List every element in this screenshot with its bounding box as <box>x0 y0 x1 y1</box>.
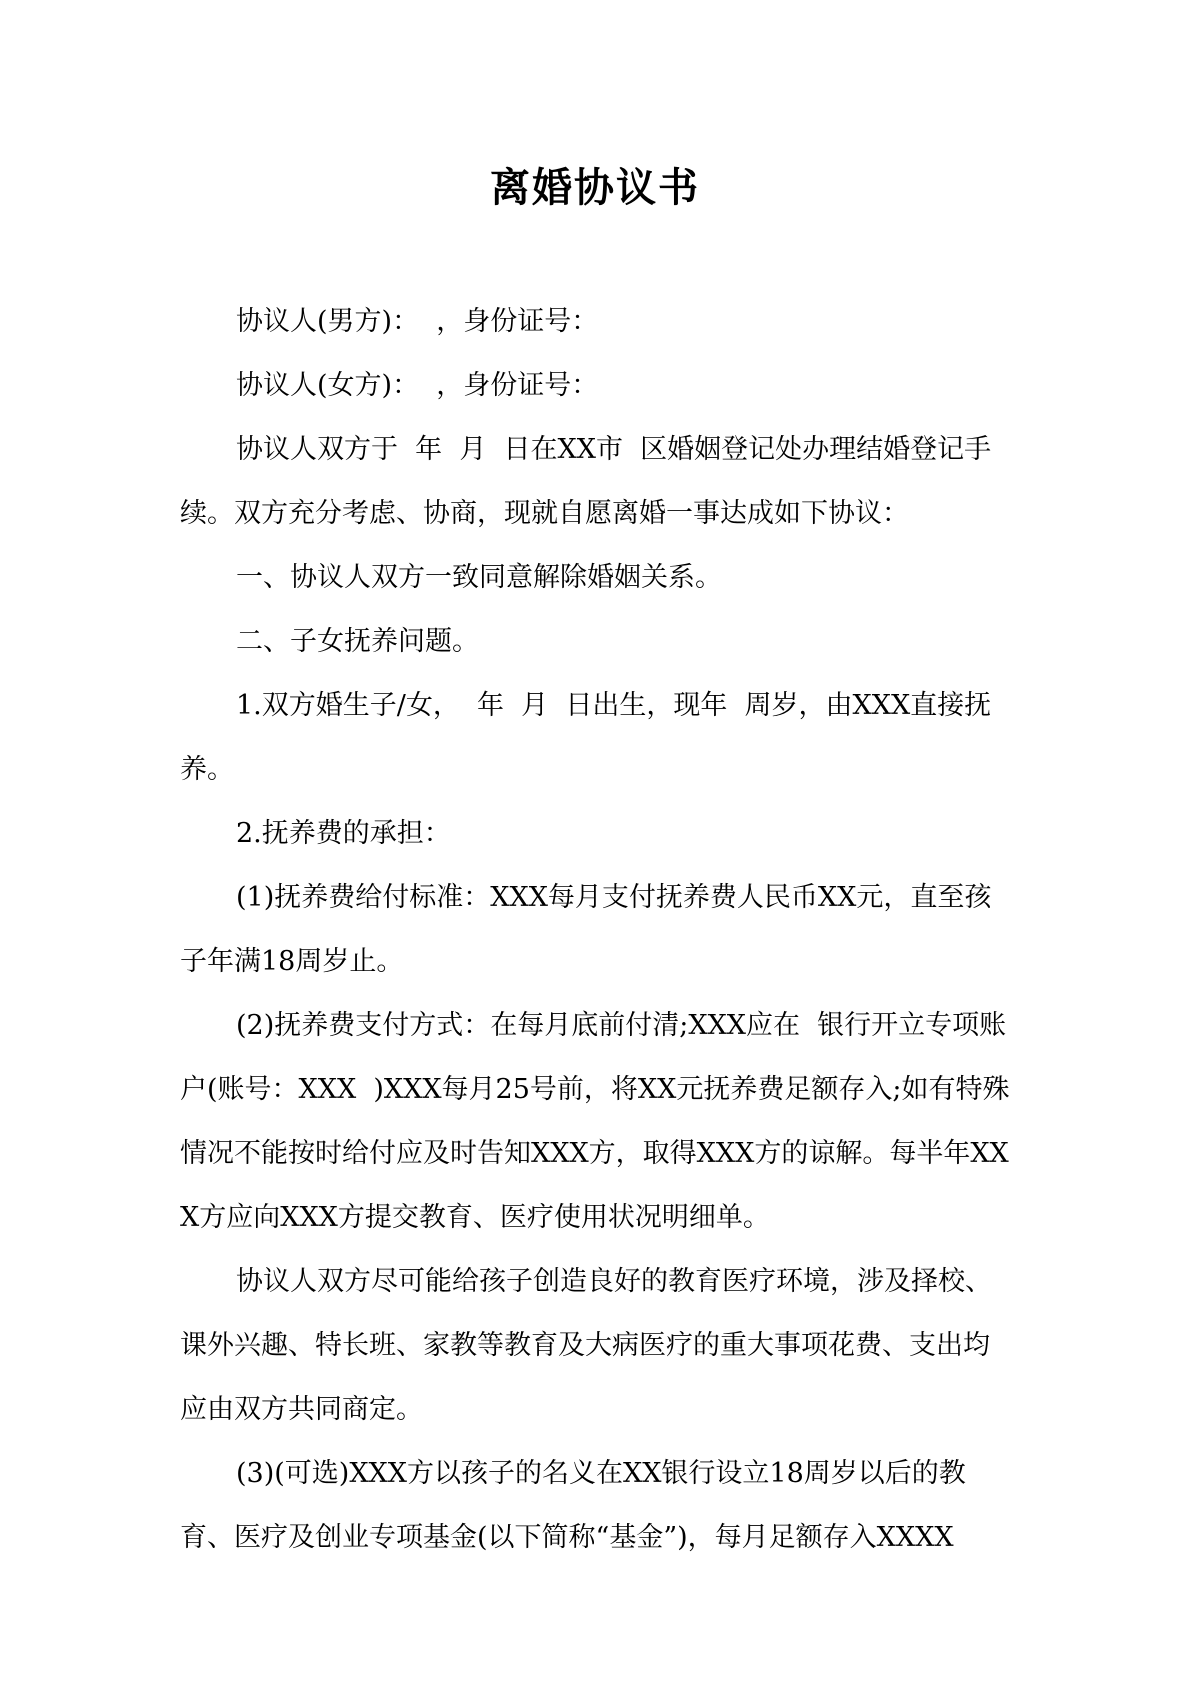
document-title: 离婚协议书 <box>490 165 700 211</box>
paragraph-clause-2: 二、子女抚养问题。 <box>236 626 479 657</box>
paragraph-female-party: 协议人(女方)： ，身份证号： <box>236 370 599 401</box>
paragraph-support-standard: (1)抚养费给付标准：XXX每月支付抚养费人民币XX元，直至孩子年满18周岁止。 <box>180 882 992 977</box>
paragraph-clause-1: 一、协议人双方一致同意解除婚姻关系。 <box>236 562 722 593</box>
paragraph-child-custody: 1.双方婚生子/女， 年 月 日出生，现年 周岁，由XXX直接抚养。 <box>180 690 992 785</box>
paragraph-education-medical: 协议人双方尽可能给孩子创造良好的教育医疗环境，涉及择校、课外兴趣、特长班、家教等教育及大病医疗的重大事项花费、支出均应由双方共同商定。 <box>180 1266 992 1425</box>
document-body <box>180 290 1015 1570</box>
paragraph-support-heading: 2.抚养费的承担： <box>236 818 451 849</box>
paragraph-optional-fund: (3)(可选)XXX方以孩子的名义在XX银行设立18周岁以后的教育、医疗及创业专项基金(以下简称“基金”)，每月足额存入XXXX <box>180 1458 966 1553</box>
paragraph-male-party: 协议人(男方)： ，身份证号： <box>236 306 599 337</box>
paragraph-marriage-registration: 协议人双方于 年 月 日在XX市 区婚姻登记处办理结婚登记手续。双方充分考虑、协商，现就自愿离婚一事达成如下协议： <box>180 434 992 529</box>
paragraph-support-payment: (2)抚养费支付方式：在每月底前付清;XXX应在 银行开立专项账户(账号：XXX )XXX每月25号前，将XX元抚养费足额存入;如有特殊情况不能按时给付应及时告知XXX方，取得XXX方的谅解。每半年XXX方应向XXX方提交教育、医疗使用状况明细单。 <box>180 1010 1010 1233</box>
